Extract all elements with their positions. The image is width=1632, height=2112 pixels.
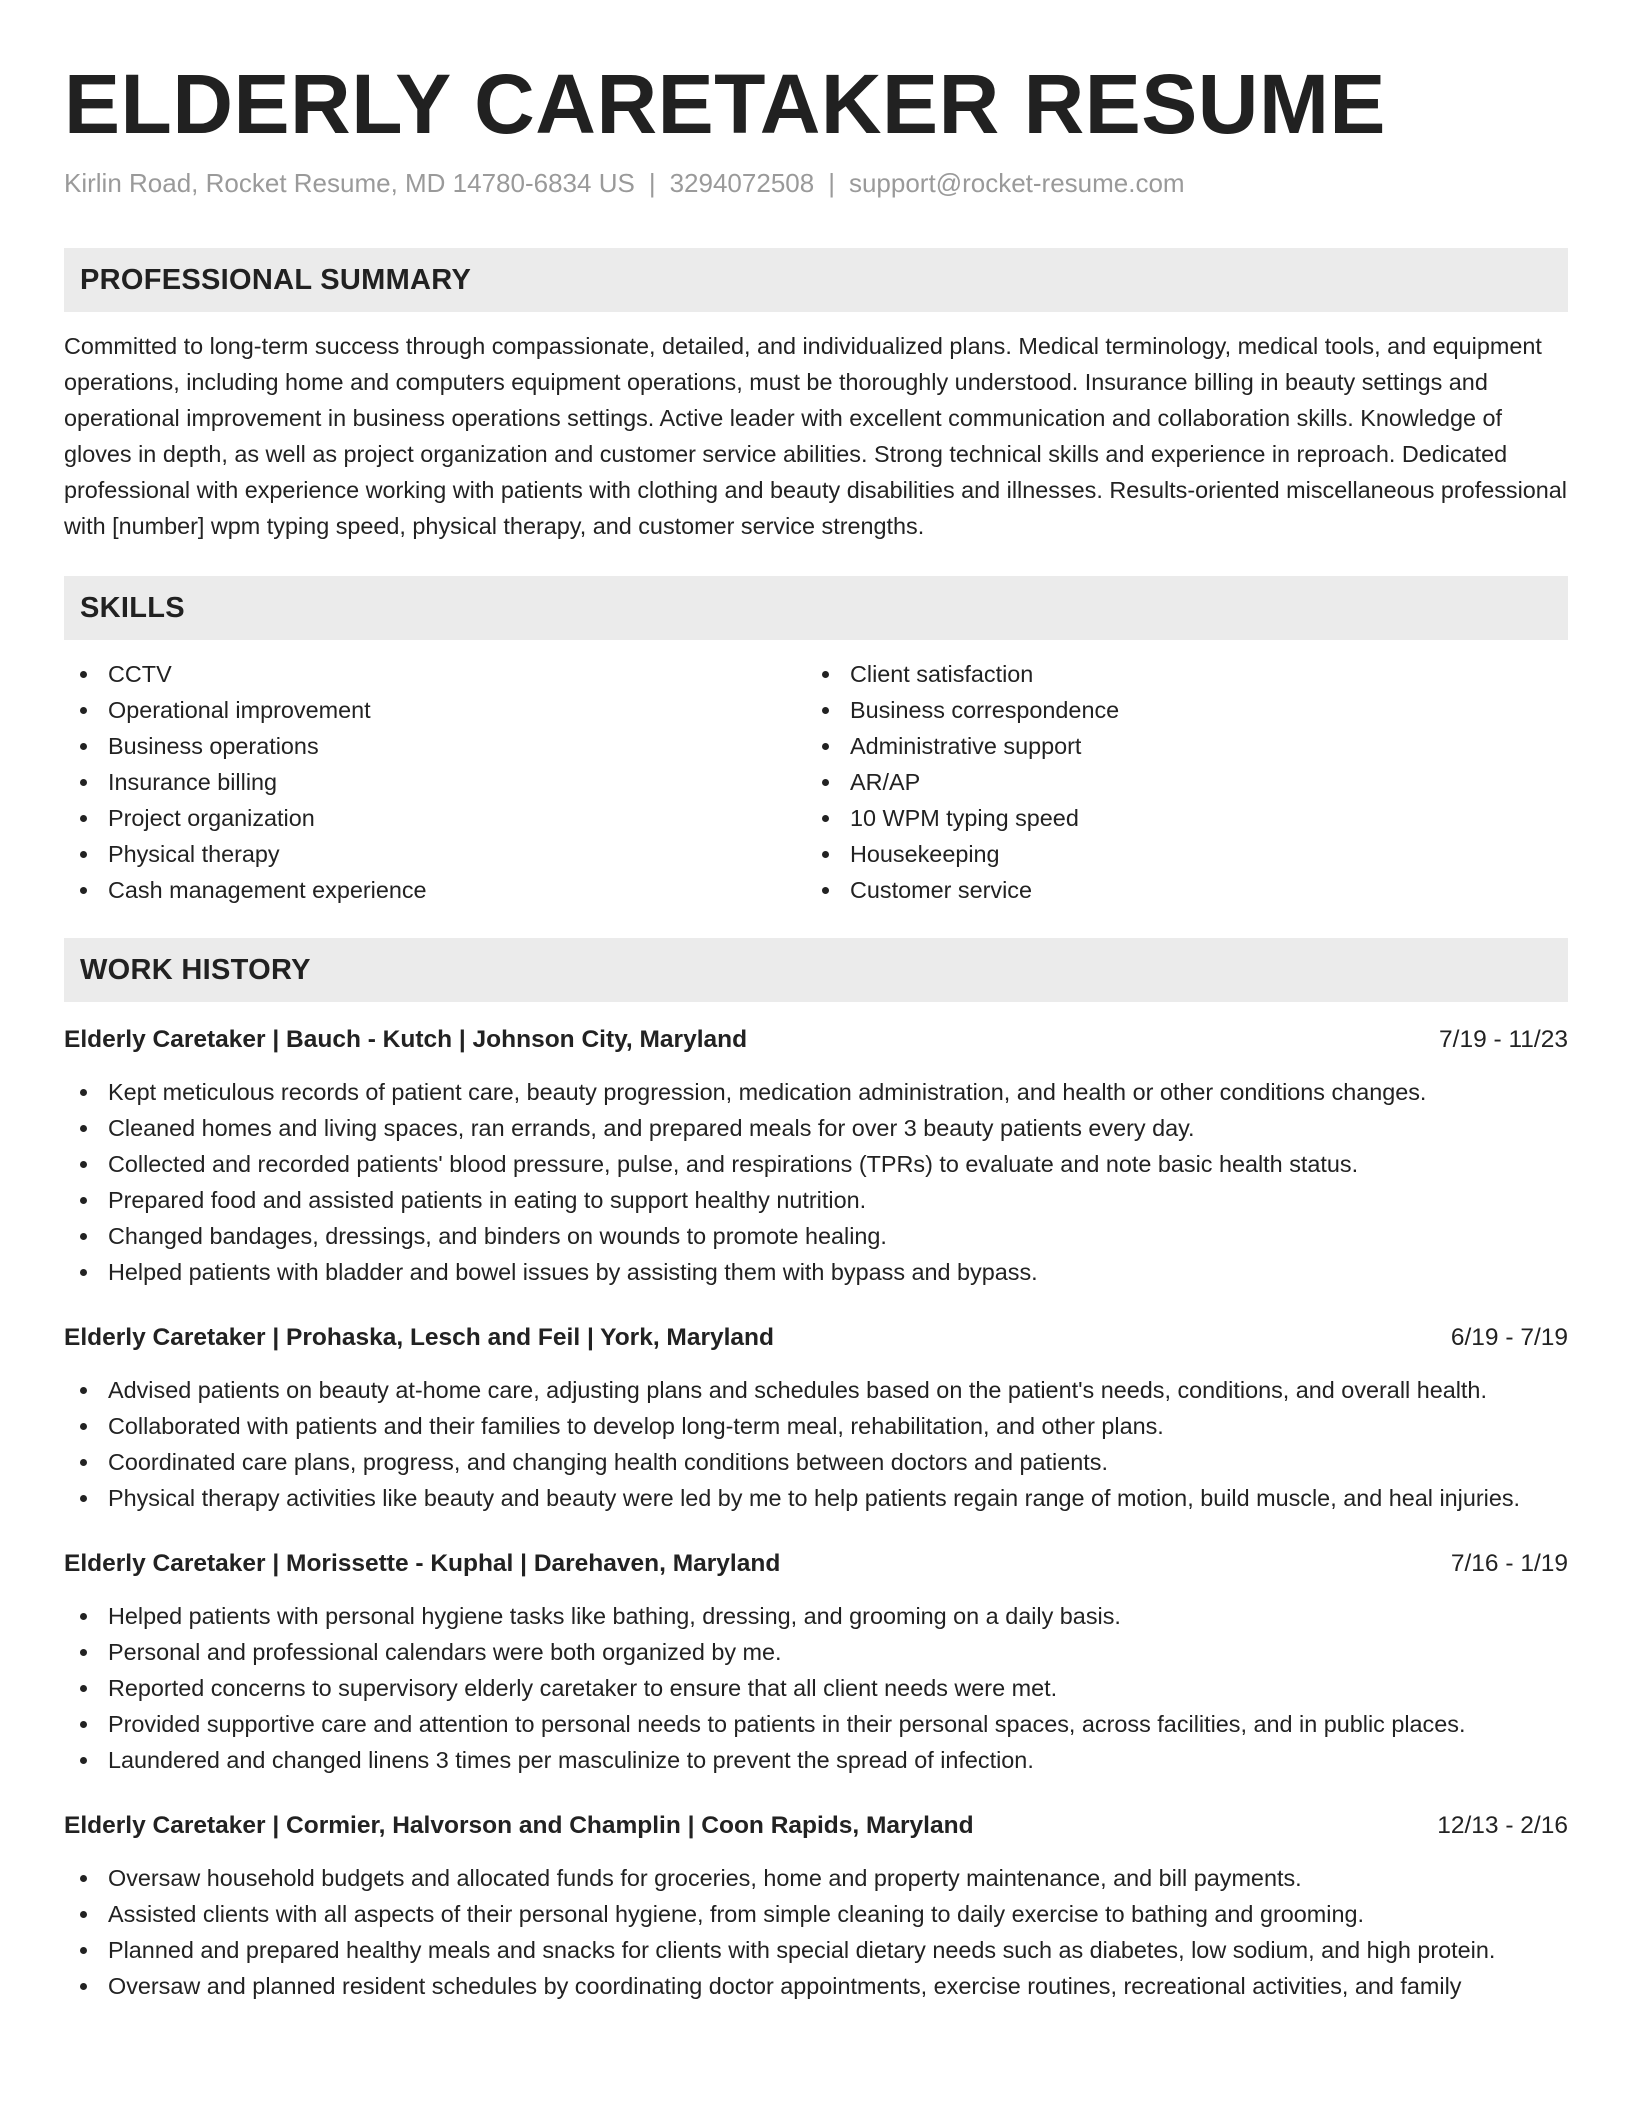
job-entry xyxy=(64,1808,1568,2004)
job-bullet: Personal and professional calendars were both organized by me. xyxy=(64,1634,1568,1670)
job-dates: 7/16 - 1/19 xyxy=(1450,1550,1568,1577)
skill-item: CCTV xyxy=(64,656,806,692)
job-bullet: Prepared food and assisted patients in eating to support healthy nutrition. xyxy=(64,1182,1568,1218)
resume-title: ELDERLY CARETAKER RESUME xyxy=(64,57,1386,151)
phone: 3294072508 xyxy=(669,168,815,198)
job-bullet: Oversaw and planned resident schedules by coordinating doctor appointments, exercise routines, recreational activities, and family xyxy=(64,1968,1568,2004)
job-dates: 6/19 - 7/19 xyxy=(1450,1324,1568,1351)
job-bullet: Advised patients on beauty at-home care, adjusting plans and schedules based on the patient's needs, conditions, and overall health. xyxy=(64,1372,1568,1408)
job-dates: 7/19 - 11/23 xyxy=(1439,1026,1568,1053)
job-header xyxy=(64,1808,1568,1844)
skills-list xyxy=(64,656,1568,908)
skill-item: Physical therapy xyxy=(64,836,806,872)
job-bullet: Collected and recorded patients' blood pressure, pulse, and respirations (TPRs) to evaluate and note basic health status. xyxy=(64,1146,1568,1182)
job-bullet: Cleaned homes and living spaces, ran errands, and prepared meals for over 3 beauty patients every day. xyxy=(64,1110,1568,1146)
job-entry xyxy=(64,1320,1568,1516)
job-title: Elderly Caretaker | Prohaska, Lesch and Feil | York, Maryland xyxy=(64,1324,774,1351)
job-bullet: Helped patients with personal hygiene tasks like bathing, dressing, and grooming on a daily basis. xyxy=(64,1598,1568,1634)
job-bullet: Kept meticulous records of patient care, beauty progression, medication administration, and health or other conditions changes. xyxy=(64,1074,1568,1110)
skill-item: AR/AP xyxy=(806,764,1568,800)
skills-column-right xyxy=(806,656,1568,908)
skill-item: Business correspondence xyxy=(806,692,1568,728)
skill-item: Business operations xyxy=(64,728,806,764)
skill-item: Project organization xyxy=(64,800,806,836)
job-bullets xyxy=(64,1598,1568,1778)
job-header xyxy=(64,1022,1568,1058)
job-bullet: Provided supportive care and attention to personal needs to patients in their personal spaces, across facilities, and in public places. xyxy=(64,1706,1568,1742)
job-bullet: Assisted clients with all aspects of their personal hygiene, from simple cleaning to daily exercise to bathing and grooming. xyxy=(64,1896,1568,1932)
job-bullet: Changed bandages, dressings, and binders on wounds to promote healing. xyxy=(64,1218,1568,1254)
job-bullet: Laundered and changed linens 3 times per masculinize to prevent the spread of infection. xyxy=(64,1742,1568,1778)
job-bullet: Planned and prepared healthy meals and snacks for clients with special dietary needs such as diabetes, low sodium, and high protein. xyxy=(64,1932,1568,1968)
skills-column-left xyxy=(64,656,806,908)
job-bullet: Reported concerns to supervisory elderly caretaker to ensure that all client needs were met. xyxy=(64,1670,1568,1706)
section-heading-work-history: WORK HISTORY xyxy=(64,938,1568,1002)
skill-item: Housekeeping xyxy=(806,836,1568,872)
skill-item: Cash management experience xyxy=(64,872,806,908)
skill-item: Operational improvement xyxy=(64,692,806,728)
job-title: Elderly Caretaker | Bauch - Kutch | Johnson City, Maryland xyxy=(64,1026,748,1053)
job-title: Elderly Caretaker | Morissette - Kuphal | Darehaven, Maryland xyxy=(64,1550,781,1577)
contact-separator: | xyxy=(648,168,656,198)
job-bullet: Coordinated care plans, progress, and changing health conditions between doctors and patients. xyxy=(64,1444,1568,1480)
section-heading-summary: PROFESSIONAL SUMMARY xyxy=(64,248,1568,312)
job-header xyxy=(64,1320,1568,1356)
job-dates: 12/13 - 2/16 xyxy=(1437,1812,1568,1839)
job-bullet: Physical therapy activities like beauty and beauty were led by me to help patients regain range of motion, build muscle, and heal injuries. xyxy=(64,1480,1568,1516)
job-entry xyxy=(64,1546,1568,1778)
job-bullet: Collaborated with patients and their families to develop long-term meal, rehabilitation, and other plans. xyxy=(64,1408,1568,1444)
resume-page xyxy=(64,54,1568,2004)
address: Kirlin Road, Rocket Resume, MD 14780-6834 US xyxy=(64,168,635,198)
skill-item: Administrative support xyxy=(806,728,1568,764)
skill-item: 10 WPM typing speed xyxy=(806,800,1568,836)
job-entry xyxy=(64,1022,1568,1290)
skill-item: Customer service xyxy=(806,872,1568,908)
job-bullets xyxy=(64,1860,1568,2004)
job-bullets xyxy=(64,1372,1568,1516)
job-bullet: Oversaw household budgets and allocated funds for groceries, home and property maintenance, and bill payments. xyxy=(64,1860,1568,1896)
skill-item: Client satisfaction xyxy=(806,656,1568,692)
contact-line xyxy=(64,166,1568,200)
skill-item: Insurance billing xyxy=(64,764,806,800)
job-bullets xyxy=(64,1074,1568,1290)
contact-separator: | xyxy=(828,168,835,198)
job-bullet: Helped patients with bladder and bowel issues by assisting them with bypass and bypass. xyxy=(64,1254,1568,1290)
email: support@rocket-resume.com xyxy=(848,168,1185,198)
section-heading-skills: SKILLS xyxy=(64,576,1568,640)
job-title: Elderly Caretaker | Cormier, Halvorson and Champlin | Coon Rapids, Maryland xyxy=(64,1812,974,1839)
job-header xyxy=(64,1546,1568,1582)
summary-text: Committed to long-term success through compassionate, detailed, and individualized plans. Medical terminology, medical tools, and equipment operations, including home and computers equipment operations, must be thoroughly understood. Insurance billing in beauty settings and operational improvement in business operations settings. Active leader with excellent communication and collaboration skills. Knowledge of gloves in depth, as well as project organization and customer service abilities. Strong technical skills and experience in reproach. Dedicated professional with experience working with patients with clothing and beauty disabilities and illnesses. Results-oriented miscellaneous professional with [number] wpm typing speed, physical therapy, and customer service strengths. xyxy=(64,333,1568,539)
